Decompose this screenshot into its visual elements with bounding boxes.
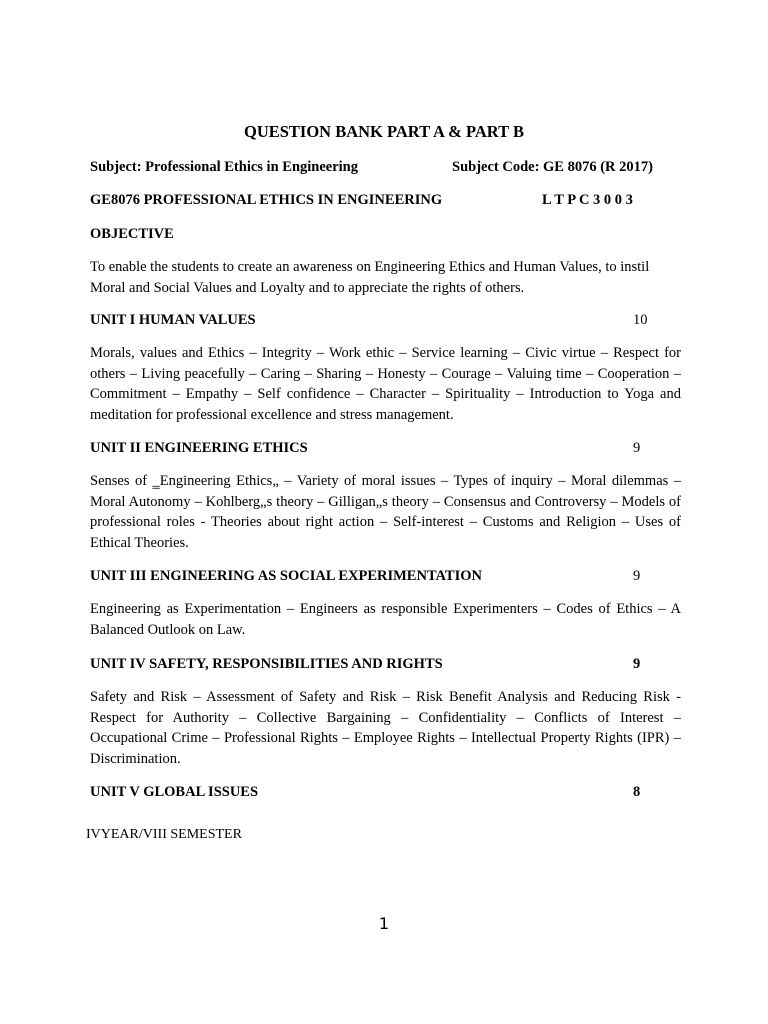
unit-2-heading-row: [90, 438, 682, 458]
unit-1-heading: UNIT I HUMAN VALUES: [90, 312, 256, 328]
subject-label: Subject: Professional Ethics in Engineering: [90, 159, 358, 175]
unit-1-heading-row: [90, 310, 682, 330]
unit-3-heading: UNIT III ENGINEERING AS SOCIAL EXPERIMENTATION: [90, 568, 482, 584]
unit-4-hours: 9: [633, 656, 641, 672]
document-title: QUESTION BANK PART A & PART B: [243, 122, 524, 141]
objective-heading: OBJECTIVE: [90, 226, 174, 242]
subject-code: Subject Code: GE 8076 (R 2017): [452, 159, 653, 175]
unit-5-hours: 8: [633, 784, 641, 800]
unit-5-heading-row: [90, 782, 682, 802]
semester-footer: IVYEAR/VIII SEMESTER: [86, 827, 242, 842]
unit-5-heading: UNIT V GLOBAL ISSUES: [90, 784, 259, 800]
unit-2-content: Senses of ‗Engineering Ethics„ – Variety of moral issues – Types of inquiry – Moral dilemmas – Moral Autonomy – Kohlberg„s theory – Gilligan„s theory – Consensus and Controversy – Models of professional roles - Theories about right action – Self-interest – Customs and Religion – Uses of Ethical Theories.: [90, 473, 681, 551]
unit-3-heading-row: [90, 566, 682, 586]
unit-4-content: Safety and Risk – Assessment of Safety and Risk – Risk Benefit Analysis and Reducing Risk - Respect for Authority – Collective Bargaining – Confidentiality – Conflicts of Interest – Occupational Crime – Professional Rights – Employee Rights – Intellectual Property Rights (IPR) – Discrimination.: [90, 689, 681, 767]
unit-2-heading: UNIT II ENGINEERING ETHICS: [90, 440, 308, 456]
unit-3-content: Engineering as Experimentation – Engineers as responsible Experimenters – Codes of Ethics – A Balanced Outlook on Law.: [90, 601, 681, 638]
unit-3-hours: 9: [633, 568, 641, 584]
ltpc-credits: L T P C 3 0 0 3: [542, 192, 633, 208]
objective-text: To enable the students to create an awareness on Engineering Ethics and Human Values, to instil Moral and Social Values and Loyalty and to appreciate the rights of others.: [90, 259, 650, 296]
unit-2-hours: 9: [633, 440, 641, 456]
subject-line: [90, 157, 682, 177]
course-title: GE8076 PROFESSIONAL ETHICS IN ENGINEERING: [90, 192, 443, 208]
page-number: 1: [378, 914, 390, 933]
unit-4-heading: UNIT IV SAFETY, RESPONSIBILITIES AND RIGHTS: [90, 656, 443, 672]
unit-1-content: Morals, values and Ethics – Integrity – Work ethic – Service learning – Civic virtue – Respect for others – Living peacefully – Caring – Sharing – Honesty – Courage – Valuing time – Cooperation – Commitment – Empathy – Self confidence – Character – Spirituality – Introduction to Yoga and meditation for professional excellence and stress management.: [90, 345, 681, 423]
course-line: [90, 190, 682, 210]
unit-1-hours: 10: [633, 312, 648, 328]
unit-4-heading-row: [90, 654, 682, 674]
